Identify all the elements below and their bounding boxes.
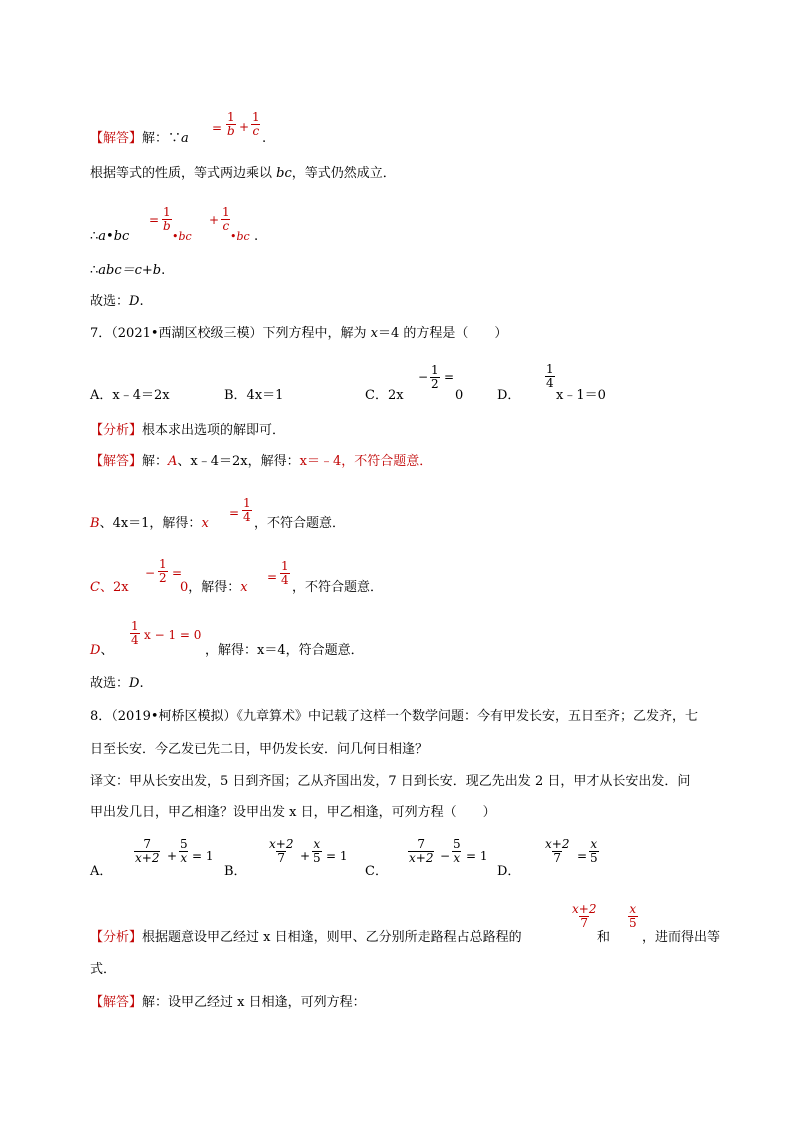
q7-stem: 7．（2021•西湖区校级三模）下列方程中，解为 x＝4 的方程是（ ） [90, 326, 508, 341]
q8-option-c-frac2: $\frac{5}{x}$ [453, 837, 461, 865]
q8-option-b-frac2: $\frac{x}{5}$ [313, 837, 321, 865]
q7-option-d-fraction: $\frac{1}{4}$ [546, 362, 554, 390]
q8-option-b-label: B． [224, 864, 247, 879]
q7-sol-c-solve: 0，解得：x [180, 580, 248, 595]
q8-option-a-frac1: $\frac{7}{x+2}$ [135, 837, 160, 865]
q8-option-c-frac1: $\frac{7}{x+2}$ [409, 837, 434, 865]
q8-stem-line1: 8．（2019•柯桥区模拟）《九章算术》中记载了这样一个数学问题：今有甲发长安，五日至齐；乙发齐，七 [90, 709, 699, 724]
q7-sol-c-result-fraction: $\frac{1}{4}$ [281, 559, 289, 587]
q7-option-d-label: D． [497, 388, 521, 403]
q8-option-d-label: D． [497, 864, 521, 879]
q8-analysis-line1: 【分析】根据题意设甲乙经过 x 日相逢，则甲、乙分别所走路程占总路程的 [90, 930, 522, 945]
q7-option-b: B．4x＝1 [224, 388, 284, 403]
q7-option-c-label: C．2x [365, 388, 404, 403]
q6-choice: 故选：D. [90, 294, 144, 309]
q7-solution-a: 【解答】解：A、x﹣4＝2x，解得：x＝﹣4，不符合题意． [90, 454, 433, 469]
q7-option-c-fraction: $\frac{1}{2}$ [431, 363, 439, 391]
q7-sol-d-fraction: $\frac{1}{4}$ [131, 619, 139, 647]
q8-option-b-frac1: $\frac{x+2}{7}$ [269, 837, 294, 865]
equals-sign: = [212, 121, 223, 135]
fraction-3-c: $\frac{1}{c}$ [222, 205, 230, 233]
q8-translation-line1: 译文：甲从长安出发，5 日到齐国；乙从齐国出发，7 日到长安．现乙先出发 2 日，甲才从长安出发．问 [90, 774, 691, 789]
q8-option-a-frac2: $\frac{5}{x}$ [180, 837, 188, 865]
q8-analysis-line2: 式． [90, 962, 117, 977]
q8-answer: 【解答】解：设甲乙经过 x 日相逢，可列方程： [90, 995, 366, 1010]
q6-result-line: ∴abc＝c+b. [90, 263, 166, 278]
fraction-1-c: $\frac{1}{c}$ [252, 110, 260, 138]
q7-solution-c: C、2x [90, 580, 129, 595]
q8-analysis-frac1: $\frac{x+2}{7}$ [572, 902, 597, 930]
answer-tag: 【解答】 [90, 131, 143, 146]
fraction-3-b: $\frac{1}{b}$ [163, 205, 171, 233]
q7-sol-b-fraction: $\frac{1}{4}$ [243, 496, 251, 524]
q7-analysis: 【分析】根本求出选项的解即可． [90, 423, 286, 438]
fraction-1-b: $\frac{1}{b}$ [227, 110, 235, 138]
q6-answer-line: 【解答】解：∵a [90, 131, 189, 146]
q6-property-line: 根据等式的性质，等式两边乘以 bc，等式仍然成立． [90, 166, 396, 181]
q6-multiply-line: ∴a•bc [90, 229, 130, 244]
q8-translation-line2: 甲出发几日，甲乙相逢？设甲出发 x 日，甲乙相逢，可列方程（ ） [90, 805, 496, 820]
q8-stem-line2: 日至长安．今乙发已先二日，甲仍发长安．问几何日相逢？ [90, 742, 429, 757]
q7-option-a: A．x﹣4＝2x [90, 388, 170, 403]
q8-analysis-frac2: $\frac{x}{5}$ [629, 902, 637, 930]
q8-option-c-label: C． [365, 864, 388, 879]
q7-solution-b: B、4x＝1，解得：x [90, 516, 209, 531]
q8-option-a-label: A． [90, 864, 113, 879]
q7-choice: 故选：D. [90, 676, 144, 691]
q8-option-d-frac2: $\frac{x}{5}$ [590, 837, 598, 865]
q7-sol-c-fraction: $\frac{1}{2}$ [159, 557, 167, 585]
plus-sign: + [239, 120, 250, 134]
q7-solution-d: D、 [90, 643, 114, 658]
q8-option-d-frac1: $\frac{x+2}{7}$ [545, 837, 570, 865]
